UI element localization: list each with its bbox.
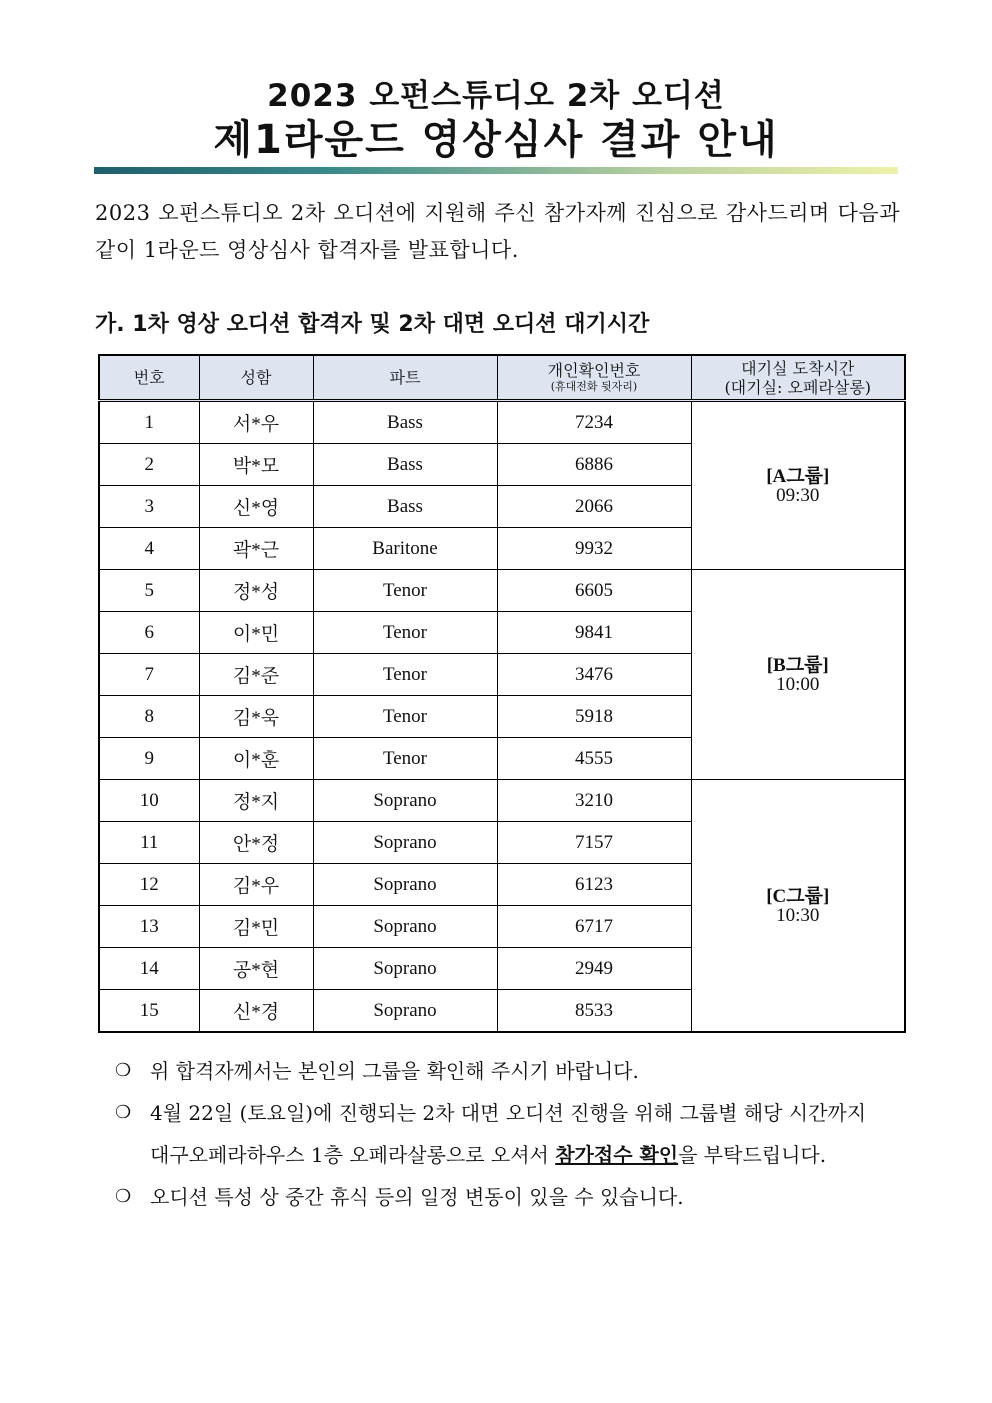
cell-no: 3 (99, 486, 199, 528)
cell-no: 2 (99, 444, 199, 486)
note-2-line-2-pre: 대구오페라하우스 1층 오페라살롱으로 오셔서 (150, 1143, 556, 1167)
group-label: [B그룹] (766, 654, 829, 676)
cell-id: 3210 (497, 780, 691, 822)
cell-group-time (691, 780, 905, 1033)
note-2-underlined: 참가접수 확인 (555, 1143, 679, 1167)
cell-no: 14 (99, 948, 199, 990)
notes (115, 1050, 905, 1218)
note-2-line-2-post: 을 부탁드립니다. (678, 1143, 827, 1167)
table-header-row (99, 355, 905, 401)
cell-part: Tenor (313, 696, 497, 738)
cell-part: Soprano (313, 822, 497, 864)
cell-name: 정*성 (199, 570, 313, 612)
cell-group-time (691, 401, 905, 570)
cell-part: Soprano (313, 780, 497, 822)
cell-no: 8 (99, 696, 199, 738)
cell-name: 김*민 (199, 906, 313, 948)
note-2-line-2 (150, 1134, 905, 1176)
note-3-text: 오디션 특성 상 중간 휴식 등의 일정 변동이 있을 수 있습니다. (150, 1185, 684, 1209)
note-2-line-1: 4월 22일 (토요일)에 진행되는 2차 대면 오디션 진행을 위해 그룹별 해당 시간까지 (150, 1101, 867, 1125)
cell-name: 박*모 (199, 444, 313, 486)
cell-part: Bass (313, 444, 497, 486)
cell-no: 5 (99, 570, 199, 612)
cell-no: 7 (99, 654, 199, 696)
group-time: 09:30 (776, 484, 820, 506)
cell-id: 6605 (497, 570, 691, 612)
title-gradient-bar (94, 167, 898, 174)
cell-part: Tenor (313, 654, 497, 696)
cell-part: Baritone (313, 528, 497, 570)
cell-part: Soprano (313, 864, 497, 906)
cell-no: 12 (99, 864, 199, 906)
cell-part: Bass (313, 401, 497, 444)
bullet-circle-icon: ❍ (115, 1060, 132, 1081)
header-id (497, 355, 691, 401)
cell-name: 김*우 (199, 864, 313, 906)
group-time: 10:30 (776, 904, 820, 926)
header-time-sub: (대기실: 오페라살롱) (724, 377, 872, 397)
title-line-1: 2023 오펀스튜디오 2차 오디션 (267, 78, 725, 114)
cell-name: 정*지 (199, 780, 313, 822)
cell-no: 10 (99, 780, 199, 822)
cell-part: Tenor (313, 612, 497, 654)
bullet-circle-icon: ❍ (115, 1102, 132, 1123)
group-label: [A그룹] (766, 465, 830, 487)
cell-id: 4555 (497, 738, 691, 780)
cell-id: 7234 (497, 401, 691, 444)
cell-name: 김*준 (199, 654, 313, 696)
cell-group-time (691, 570, 905, 780)
bullet-circle-icon: ❍ (115, 1186, 132, 1207)
cell-part: Soprano (313, 990, 497, 1033)
cell-name: 신*경 (199, 990, 313, 1033)
results-table (98, 354, 906, 1033)
group-label: [C그룹] (766, 885, 830, 907)
cell-id: 6886 (497, 444, 691, 486)
note-3 (115, 1176, 905, 1218)
header-id-main: 개인확인번호 (547, 361, 641, 380)
cell-name: 곽*근 (199, 528, 313, 570)
cell-no: 11 (99, 822, 199, 864)
cell-id: 9932 (497, 528, 691, 570)
cell-part: Tenor (313, 570, 497, 612)
cell-id: 6717 (497, 906, 691, 948)
cell-no: 9 (99, 738, 199, 780)
cell-part: Soprano (313, 906, 497, 948)
intro-paragraph: 2023 오펀스튜디오 2차 오디션에 지원해 주신 참가자께 진심으로 감사드리며 다음과 같이 1라운드 영상심사 합격자를 발표합니다. (95, 201, 901, 262)
table-row (99, 780, 905, 822)
cell-id: 6123 (497, 864, 691, 906)
cell-name: 김*욱 (199, 696, 313, 738)
table-row (99, 401, 905, 444)
cell-part: Tenor (313, 738, 497, 780)
header-arrival-time (691, 355, 905, 401)
cell-no: 15 (99, 990, 199, 1033)
note-2 (115, 1092, 905, 1176)
cell-name: 안*정 (199, 822, 313, 864)
cell-no: 6 (99, 612, 199, 654)
header-name: 성함 (199, 355, 313, 401)
cell-name: 이*훈 (199, 738, 313, 780)
title-line-2: 제1라운드 영상심사 결과 안내 (213, 117, 779, 163)
note-1-text: 위 합격자께서는 본인의 그룹을 확인해 주시기 바랍니다. (150, 1059, 639, 1083)
cell-id: 8533 (497, 990, 691, 1033)
cell-id: 7157 (497, 822, 691, 864)
cell-name: 서*우 (199, 401, 313, 444)
cell-name: 신*영 (199, 486, 313, 528)
cell-part: Soprano (313, 948, 497, 990)
cell-name: 공*현 (199, 948, 313, 990)
table-row (99, 570, 905, 612)
header-part: 파트 (313, 355, 497, 401)
header-no: 번호 (99, 355, 199, 401)
cell-no: 4 (99, 528, 199, 570)
header-time-main: 대기실 도착시간 (741, 358, 855, 378)
cell-id: 3476 (497, 654, 691, 696)
header-id-sub: (휴대전화 뒷자리) (550, 380, 638, 393)
cell-no: 13 (99, 906, 199, 948)
group-time: 10:00 (776, 673, 820, 695)
cell-name: 이*민 (199, 612, 313, 654)
cell-id: 2066 (497, 486, 691, 528)
cell-id: 5918 (497, 696, 691, 738)
section-title: 가. 1차 영상 오디션 합격자 및 2차 대면 오디션 대기시간 (95, 312, 650, 337)
note-1 (115, 1050, 905, 1092)
cell-part: Bass (313, 486, 497, 528)
cell-id: 2949 (497, 948, 691, 990)
cell-no: 1 (99, 401, 199, 444)
cell-id: 9841 (497, 612, 691, 654)
